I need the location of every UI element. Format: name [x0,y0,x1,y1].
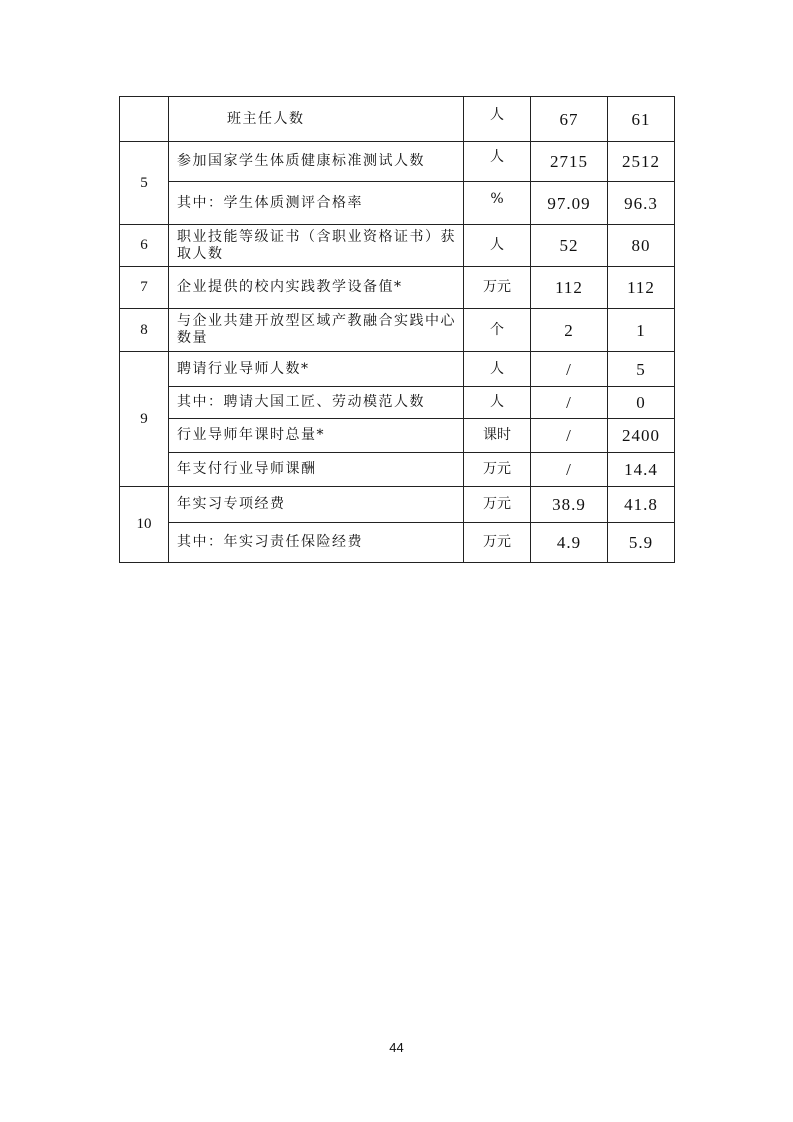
value-cell-2: 2400 [608,419,675,453]
table-row [120,387,675,419]
unit-cell: 课时 [464,419,531,453]
value-cell-1: / [531,419,608,453]
unit-cell: 人 [464,225,531,267]
table-row [120,142,675,182]
item-cell: 行业导师年课时总量* [169,419,464,453]
value-cell-1: 67 [531,97,608,142]
value-cell-1: / [531,387,608,419]
value-cell-1: 2715 [531,142,608,182]
item-cell: 与企业共建开放型区域产教融合实践中心数量 [169,309,464,352]
data-table [119,96,675,563]
unit-cell: 人 [464,387,531,419]
table-row [120,182,675,225]
item-cell: 聘请行业导师人数* [169,352,464,387]
table-row [120,487,675,523]
value-cell-1: 38.9 [531,487,608,523]
value-cell-1: 112 [531,267,608,309]
value-cell-2: 96.3 [608,182,675,225]
unit-text: 人 [490,149,504,165]
table-row [120,225,675,267]
row-number-cell: 6 [120,225,169,267]
value-cell-2: 80 [608,225,675,267]
unit-text: 人 [490,106,504,123]
table-row [120,453,675,487]
page-number: 44 [389,1040,404,1055]
item-cell: 班主任人数 [169,97,464,142]
table-row [120,352,675,387]
row-number-cell [120,97,169,142]
value-cell-2: 0 [608,387,675,419]
value-cell-2: 2512 [608,142,675,182]
value-cell-2: 5.9 [608,523,675,563]
item-cell: 参加国家学生体质健康标准测试人数 [169,142,464,182]
value-cell-2: 112 [608,267,675,309]
unit-cell: 万元 [464,453,531,487]
value-cell-2: 5 [608,352,675,387]
table-row [120,309,675,352]
value-cell-2: 1 [608,309,675,352]
value-cell-2: 61 [608,97,675,142]
unit-cell: 个 [464,309,531,352]
value-cell-1: / [531,352,608,387]
unit-cell [464,142,531,182]
value-cell-1: 2 [531,309,608,352]
table-row [120,97,675,142]
row-number-cell: 8 [120,309,169,352]
unit-text: % [490,190,504,207]
item-cell: 企业提供的校内实践教学设备值* [169,267,464,309]
row-number-cell: 5 [120,142,169,225]
value-cell-1: 52 [531,225,608,267]
table-row [120,267,675,309]
value-cell-1: / [531,453,608,487]
item-cell: 其中：年实习责任保险经费 [169,523,464,563]
unit-cell: 人 [464,352,531,387]
row-number-cell: 9 [120,352,169,487]
unit-cell [464,97,531,142]
unit-cell [464,182,531,225]
value-cell-1: 4.9 [531,523,608,563]
value-cell-2: 14.4 [608,453,675,487]
value-cell-2: 41.8 [608,487,675,523]
unit-cell: 万元 [464,523,531,563]
value-cell-1: 97.09 [531,182,608,225]
table-row [120,419,675,453]
row-number-cell: 7 [120,267,169,309]
item-cell: 职业技能等级证书（含职业资格证书）获取人数 [169,225,464,267]
unit-cell: 万元 [464,487,531,523]
unit-cell: 万元 [464,267,531,309]
item-cell: 其中：学生体质测评合格率 [169,182,464,225]
table-row [120,523,675,563]
row-number-cell: 10 [120,487,169,563]
item-cell: 年支付行业导师课酬 [169,453,464,487]
item-cell: 其中：聘请大国工匠、劳动模范人数 [169,387,464,419]
item-cell: 年实习专项经费 [169,487,464,523]
